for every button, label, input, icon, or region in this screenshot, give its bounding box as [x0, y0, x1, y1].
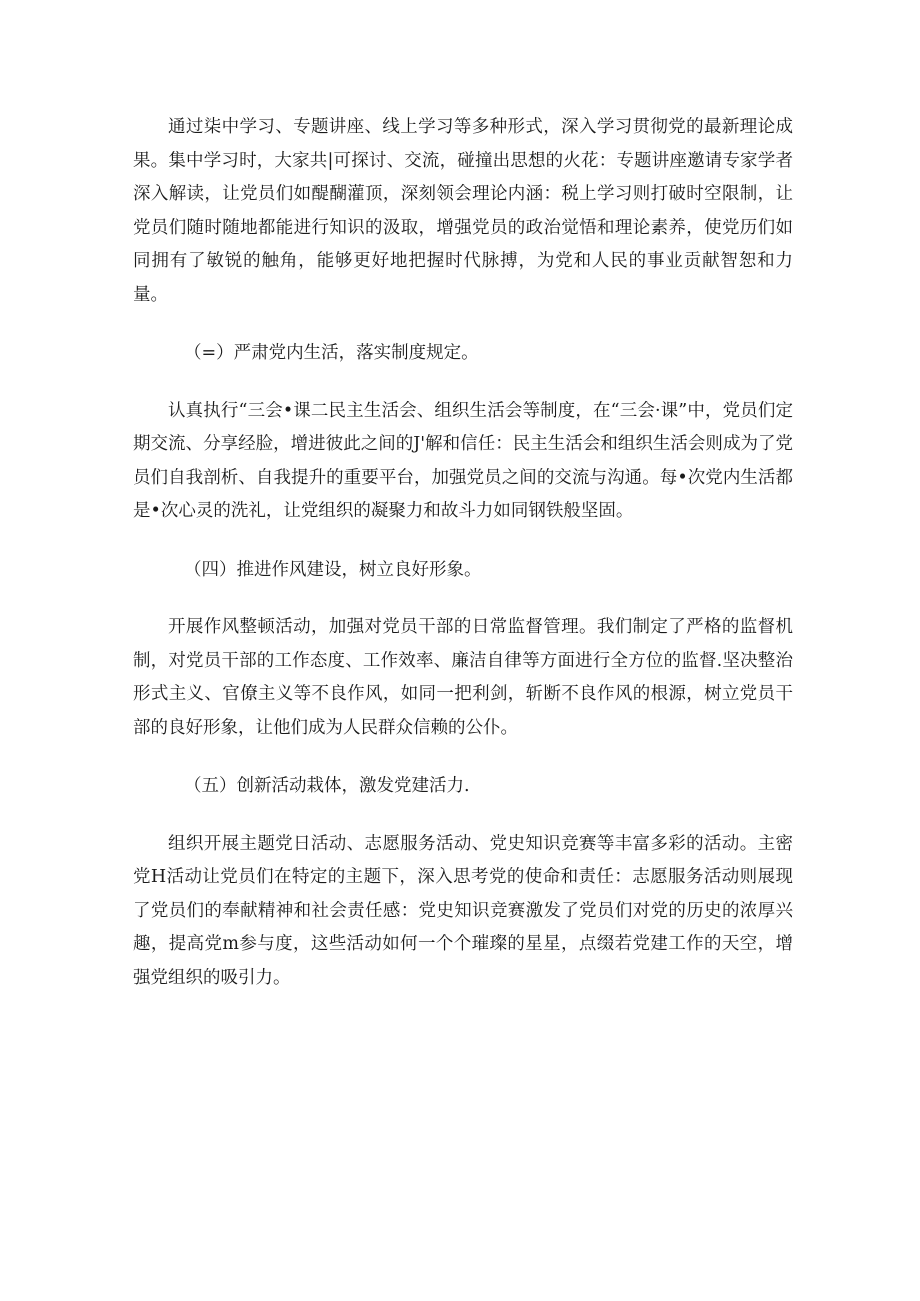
- heading-activities: （五）创新活动栽体，激发党建活力.: [184, 776, 470, 796]
- paragraph-work-style: 开展作风整顿活动，加强对党员干部的日常监督管理。我们制定了严格的监督机制，对党员干部的工作态度、工作效率、廉洁自律等方面进行全方位的监督.坚决整治形式主义、官僚主义等不良作风，如同一把利剑，斩断不良作风的根源，树立党员干部的良好形象，让他们成为人民群众信赖的公仆。: [133, 617, 793, 738]
- heading-party-life: （=）严肃党内生活，落实制度规定。: [184, 343, 479, 363]
- heading-work-style: （四）推进作风建设，树立良好形象。: [184, 559, 482, 580]
- document-body: [133, 111, 793, 995]
- paragraph-activities: 组织开展主题党日活动、志愿服务活动、党史知识竞赛等丰富多彩的活动。主密党H活动让党员们在特定的主题下，深入思考党的使命和责任：志愿服务活动则展现了党员们的奉献精神和社会责任感：党史知识竞赛激发了党员们对党的历史的浓厚兴趣，提高党m参与度，这些活动如何一个个璀璨的星星，点缀若党建工作的天空，增强党组织的吸引力。: [133, 833, 793, 988]
- paragraph-study: 通过柒中学习、专题讲座、线上学习等多种形式，深入学习贯彻党的最新理论成果。集中学习时，大家共|可探讨、交流，碰撞出思想的火花：专题讲座邀请专家学者深入解读，让党员们如醍醐灌顶，深刻领会理论内涵：税上学习则打破时空限制，让党员们随时随地都能进行知识的汲取，增强党员的政治觉悟和理论素养，使党历们如同拥有了敏锐的触角，能够更好地把握时代脉搏，为党和人民的事业贡献智恕和力量。: [133, 117, 793, 305]
- paragraph-party-life: 认真执行“三会•课二民主生活会、组织生活会等制度，在“三会·课”中，党员们定期交流、分享经脸，增进彼此之间的J'解和信任：民主生活会和组织生活会则成为了党员们自我剖析、自我提升的重要平台，加强党员之间的交流与沟通。每•次党内生活都是•次心灵的洗礼，让党组织的凝聚力和故斗力如同钢铁般坚固。: [133, 400, 793, 521]
